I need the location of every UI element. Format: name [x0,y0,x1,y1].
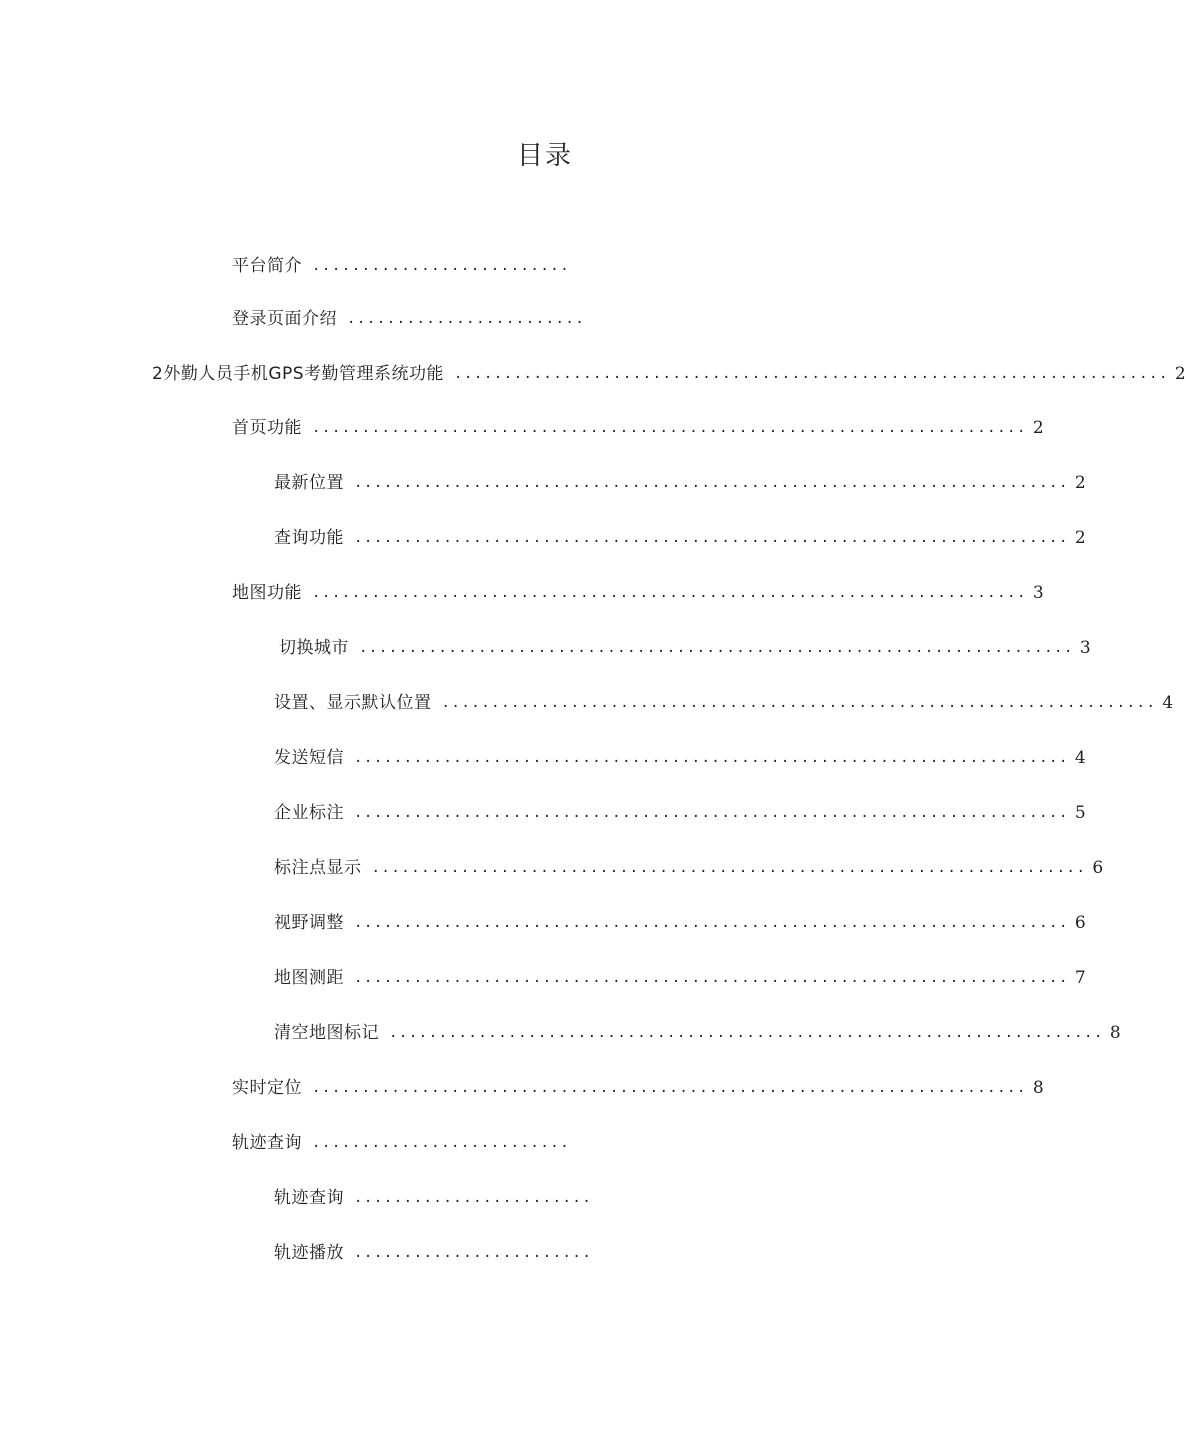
toc-entry-leader: ........................................................................ [354,750,1069,766]
toc-entry-label: 设置、显示默认位置 [274,693,432,713]
toc-entry-page: 3 [1079,638,1091,658]
toc-entry-leader: ........................................................................ [389,1025,1104,1041]
toc-entry-leader: ........................................................................ [371,860,1087,876]
toc-entry-label: 实时定位 [232,1078,302,1098]
toc-entry-page: 3 [1032,583,1044,603]
toc-entry[interactable] [152,360,1186,388]
toc-entry-label: 最新位置 [274,473,344,493]
toc-entry-leader: ........................ [354,1245,593,1261]
toc-entry-leader: ........................................................................ [354,475,1069,491]
toc-entry-page: 2 [1074,528,1086,548]
toc-entry-label: 清空地图标记 [274,1023,379,1043]
toc-entry-label: 视野调整 [274,913,344,933]
toc-entry[interactable] [274,744,1086,772]
toc-entry-page: 4 [1074,748,1086,768]
toc-entry[interactable] [232,1074,1044,1102]
toc-entry-leader: ........................................................................ [454,366,1169,382]
toc-entry-page: 2 [1174,364,1186,384]
toc-entry-label: 查询功能 [274,528,344,548]
toc-entry[interactable] [232,1129,576,1157]
toc-entry-label: 地图测距 [274,968,344,988]
toc-entry-leader: .......................... [312,258,571,274]
toc-entry-leader: ........................................................................ [354,530,1069,546]
toc-entry[interactable] [274,689,1174,717]
toc-entry-leader: ........................................................................ [312,420,1027,436]
toc-entry[interactable] [274,1184,598,1212]
toc-entry-page: 8 [1032,1078,1044,1098]
toc-entry[interactable] [274,964,1086,992]
toc-entry[interactable] [232,414,1044,442]
toc-entry-leader: ........................................................................ [354,970,1069,986]
toc-entry-leader: ........................................................................ [354,915,1069,931]
toc-entry[interactable] [232,252,576,280]
toc-entry-page: 2 [1074,473,1086,493]
toc-entry-page: 7 [1074,968,1086,988]
toc-entry-leader: ........................................................................ [354,805,1069,821]
toc-entry-label: 登录页面介绍 [232,309,337,329]
toc-entry-label: 2外勤人员手机GPS考勤管理系统功能 [152,364,445,384]
toc-entry[interactable] [274,1019,1121,1047]
toc-title: 目录 [516,141,573,171]
toc-entry-leader: ........................ [354,1190,593,1206]
toc-entry-label: 轨迹查询 [232,1133,302,1153]
toc-entry-leader: ........................ [347,311,586,327]
toc-entry-page: 2 [1032,418,1044,438]
toc-entry-page: 6 [1092,858,1104,878]
toc-entry-leader: ........................................................................ [441,695,1157,711]
toc-entry-page: 6 [1074,913,1086,933]
toc-entry-label: 平台简介 [232,256,302,276]
toc-entry-label: 切换城市 [279,638,349,658]
toc-entry[interactable] [232,579,1044,607]
toc-entry[interactable] [274,799,1086,827]
toc-entry-leader: ........................................................................ [312,585,1027,601]
toc-entry-label: 轨迹查询 [274,1188,344,1208]
toc-entry-label: 轨迹播放 [274,1243,344,1263]
toc-entry[interactable] [274,524,1086,552]
toc-entry-leader: ........................................................................ [359,640,1074,656]
toc-entry-page: 8 [1109,1023,1121,1043]
toc-entry-leader: .......................... [312,1135,571,1151]
toc-entry-page: 4 [1162,693,1174,713]
toc-entry[interactable] [274,469,1086,497]
toc-entry[interactable] [274,909,1086,937]
toc-entry-page: 5 [1074,803,1086,823]
toc-entry[interactable] [232,305,591,333]
toc-entry-label: 企业标注 [274,803,344,823]
toc-entry-label: 标注点显示 [274,858,362,878]
toc-entry-label: 首页功能 [232,418,302,438]
toc-entry[interactable] [274,854,1104,882]
toc-entry-label: 发送短信 [274,748,344,768]
toc-entry[interactable] [274,1239,598,1267]
toc-entry[interactable] [279,634,1091,662]
toc-entry-leader: ........................................................................ [312,1080,1027,1096]
toc-entry-label: 地图功能 [232,583,302,603]
